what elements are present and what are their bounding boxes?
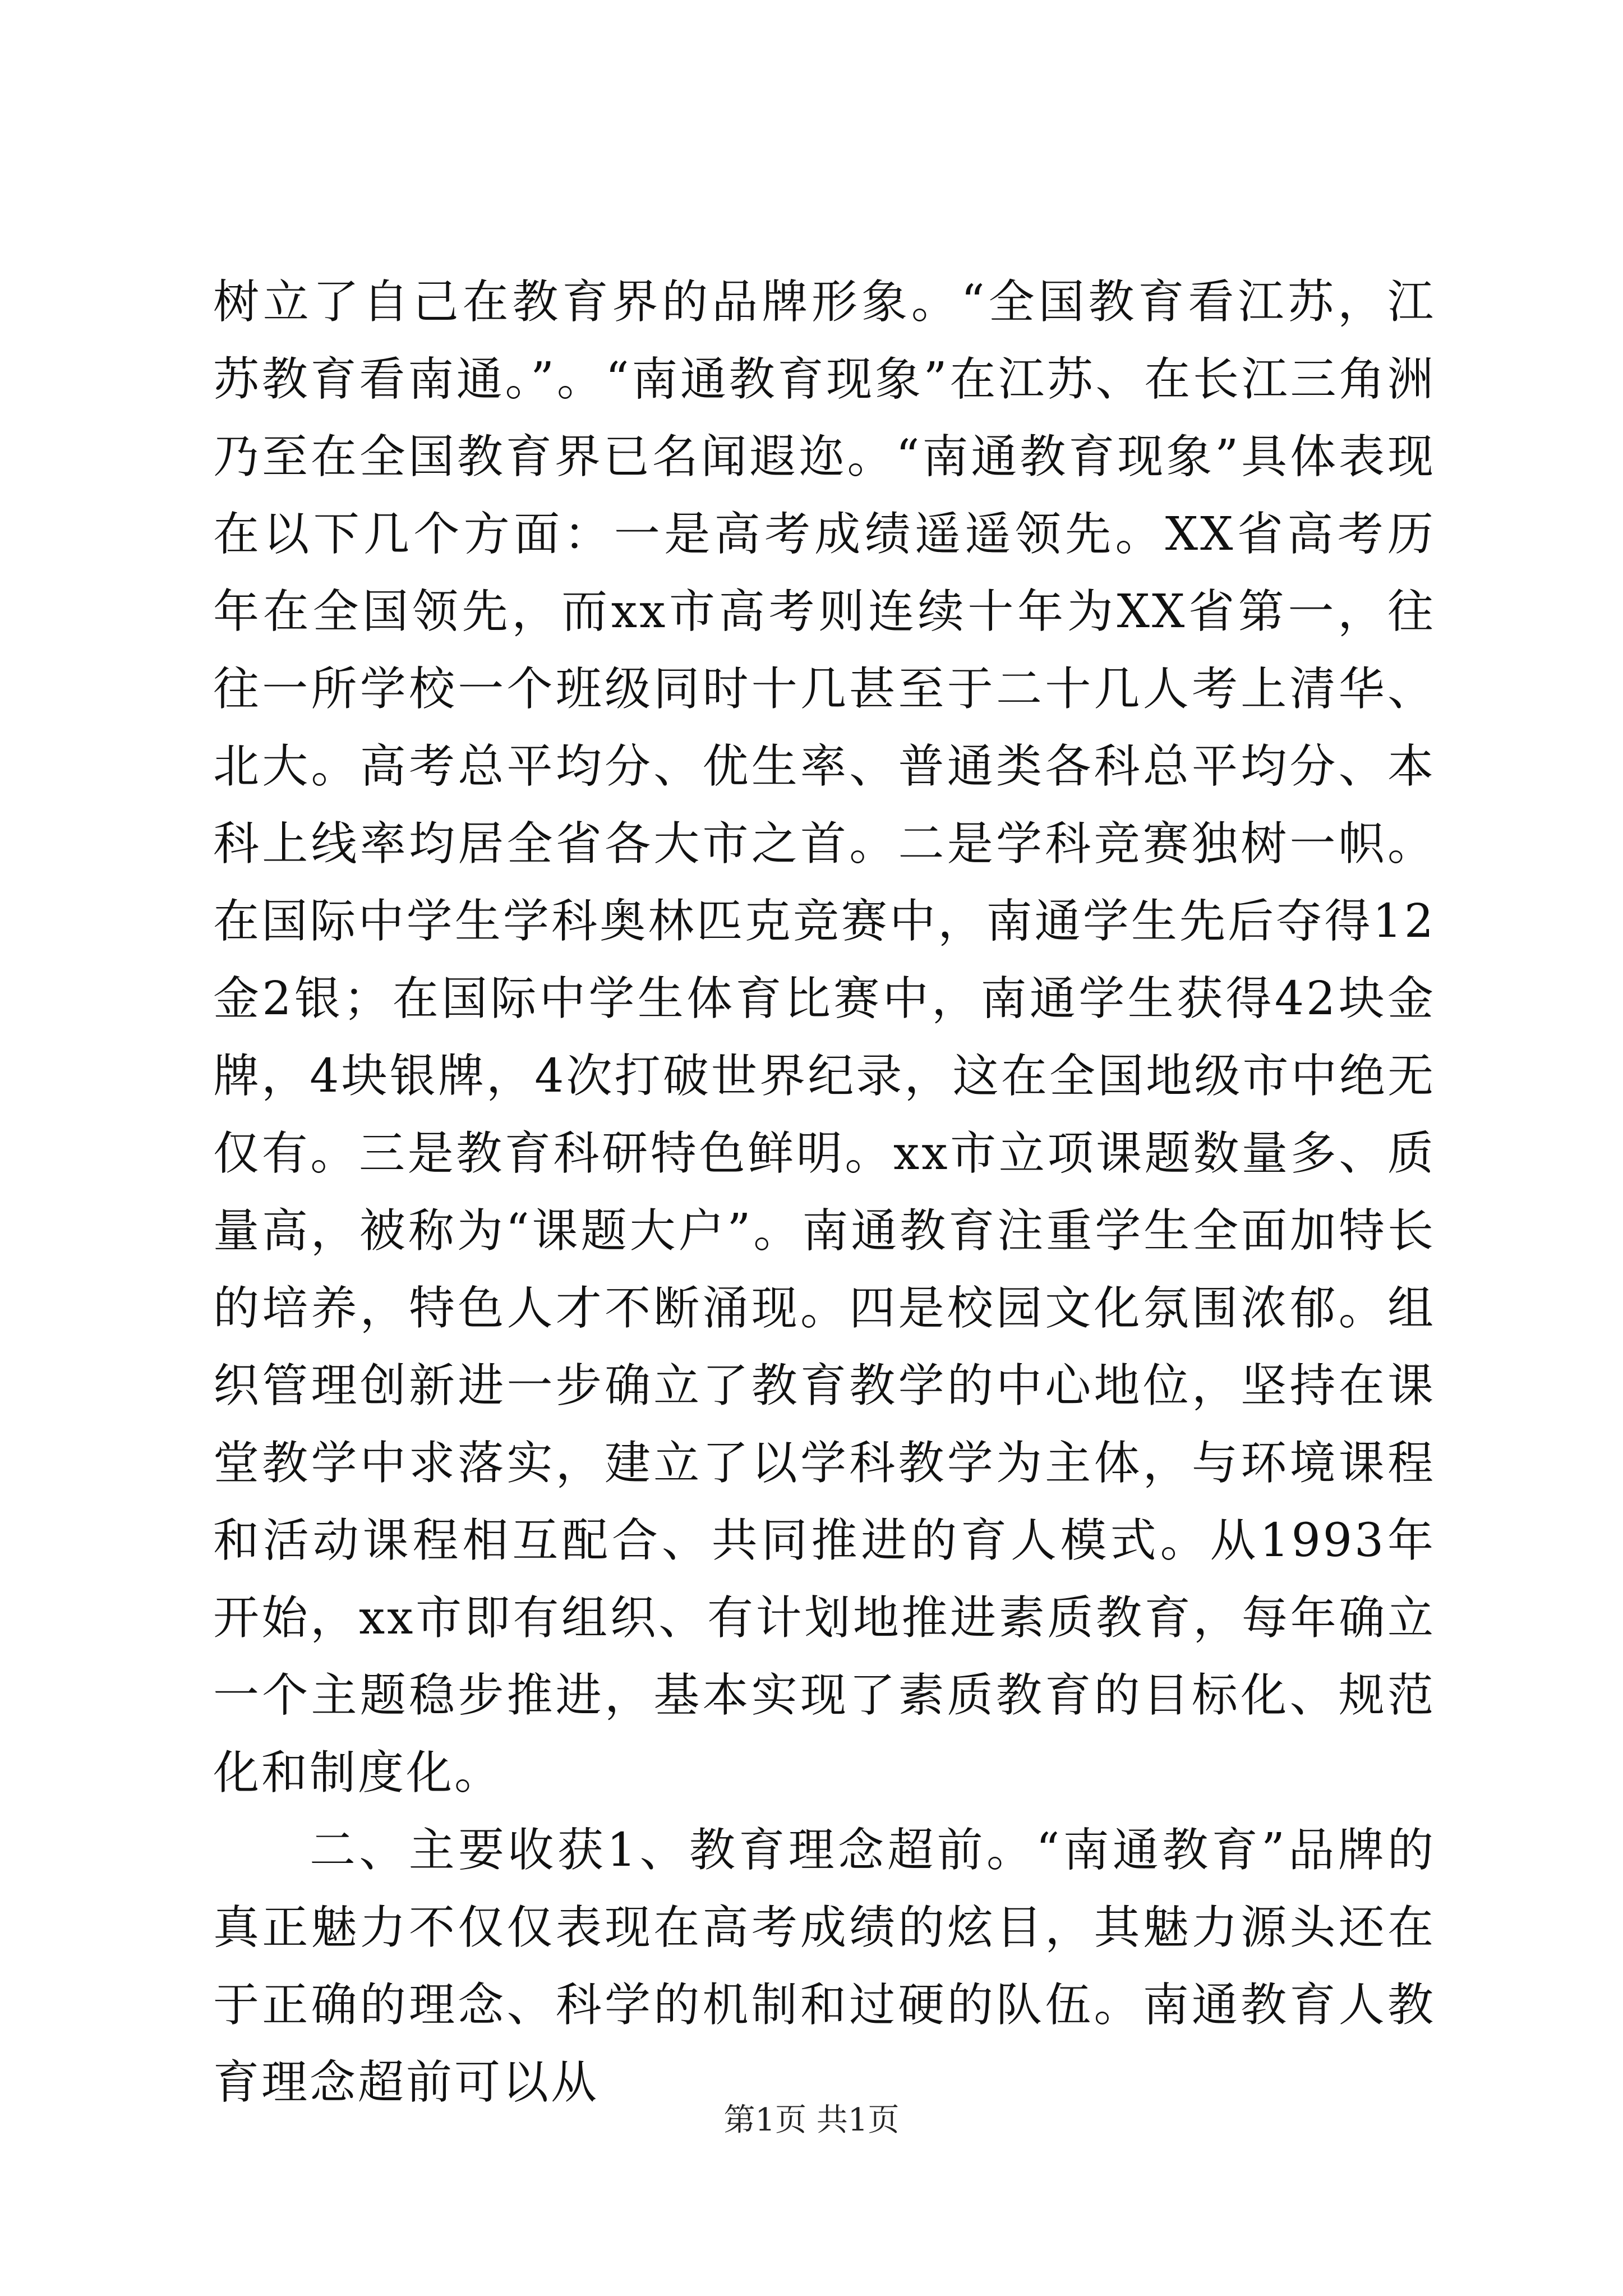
- paragraph-1: 树立了自己在教育界的品牌形象。“全国教育看江苏，江苏教育看南通。”。“南通教育现象”在江苏、在长江三角洲乃至在全国教育界已名闻遐迩。“南通教育现象”具体表现在以下几个方面：一是高考成绩遥遥领先。XX省高考历年在全国领先，而xx市高考则连续十年为XX省第一，往往一所学校一个班级同时十几甚至于二十几人考上清华、北大。高考总平均分、优生率、普通类各科总平均分、本科上线率均居全省各大市之首。二是学科竞赛独树一帜。在国际中学生学科奥林匹克竞赛中，南通学生先后夺得12金2银；在国际中学生体育比赛中，南通学生获得42块金牌，4块银牌，4次打破世界纪录，这在全国地级市中绝无仅有。三是教育科研特色鲜明。xx市立项课题数量多、质量高，被称为“课题大户”。南通教育注重学生全面加特长的培养，特色人才不断涌现。四是校园文化氛围浓郁。组织管理创新进一步确立了教育教学的中心地位，坚持在课堂教学中求落实，建立了以学科教学为主体，与环境课程和活动课程相互配合、共同推进的育人模式。从1993年开始，xx市即有组织、有计划地推进素质教育，每年确立一个主题稳步推进，基本实现了素质教育的目标化、规范化和制度化。: [213, 275, 1436, 1800]
- document-body: [213, 264, 1436, 2122]
- paragraph-2: 二、主要收获1、教育理念超前。“南通教育”品牌的真正魅力不仅仅表现在高考成绩的炫目，其魅力源头还在于正确的理念、科学的机制和过硬的队伍。南通教育人教育理念超前可以从: [213, 1824, 1436, 2109]
- page-footer: 第1页 共1页: [723, 2102, 900, 2138]
